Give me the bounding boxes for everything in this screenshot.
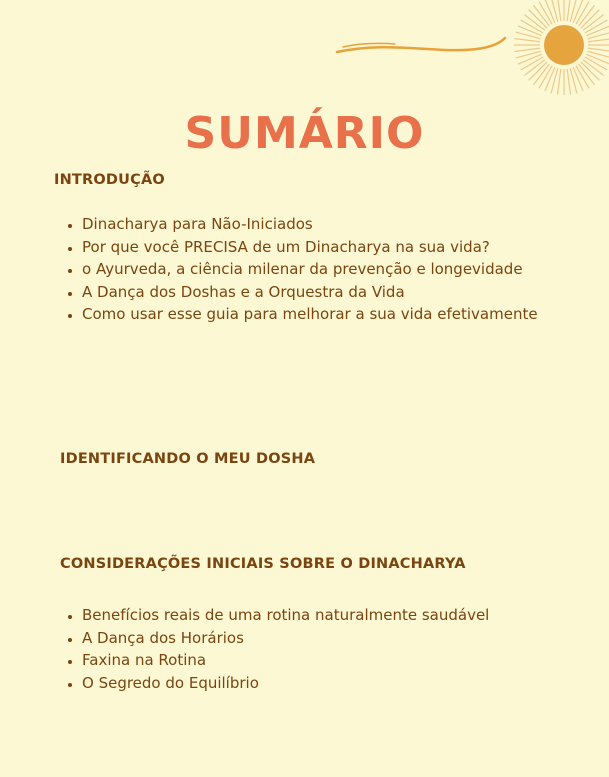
- list-item: • o Ayurveda, a ciência milenar da prevenção e longevidade: [82, 258, 584, 281]
- section-heading-dosha: IDENTIFICANDO O MEU DOSHA: [60, 451, 316, 467]
- swoosh-decoration-icon: [335, 30, 515, 60]
- introducao-list: [64, 213, 584, 326]
- list-item: • Benefícios reais de uma rotina naturalmente saudável: [82, 604, 584, 627]
- dinacharya-list: [64, 604, 584, 694]
- list-item: • Como usar esse guia para melhorar a sua vida efetivamente: [82, 303, 584, 326]
- page-title: SUMÁRIO: [184, 108, 425, 159]
- list-item: • Por que você PRECISA de um Dinacharya na sua vida?: [82, 236, 584, 259]
- section-heading-introducao: INTRODUÇÃO: [54, 172, 165, 188]
- list-item: • Faxina na Rotina: [82, 649, 584, 672]
- list-item: • O Segredo do Equilíbrio: [82, 672, 584, 695]
- list-item: • A Dança dos Doshas e a Orquestra da Vida: [82, 281, 584, 304]
- section-heading-dinacharya: CONSIDERAÇÕES INICIAIS SOBRE O DINACHARYA: [60, 556, 466, 572]
- list-item: • Dinacharya para Não-Iniciados: [82, 213, 584, 236]
- list-item: • A Dança dos Horários: [82, 627, 584, 650]
- sun-icon: [509, 0, 609, 100]
